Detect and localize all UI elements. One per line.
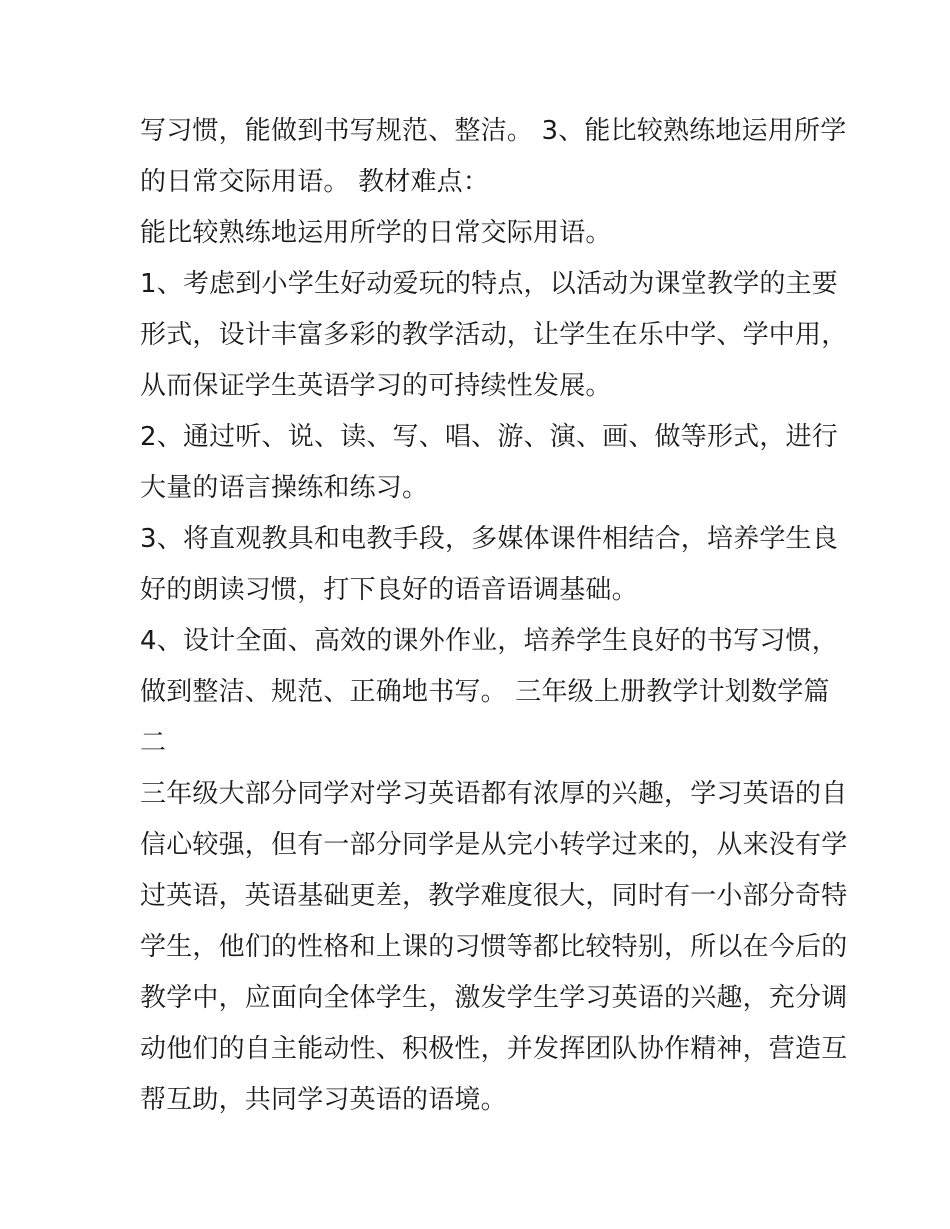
- text-line: 大量的语言操练和练习。: [140, 473, 429, 503]
- text-line: 信心较强，但有一部分同学是从完小转学过来的，从来没有学: [140, 830, 848, 860]
- text-line: 教学中，应面向全体学生，激发学生学习英语的兴趣，充分调: [140, 983, 848, 1013]
- text-line: 1、考虑到小学生好动爱玩的特点，以活动为课堂教学的主要: [140, 269, 838, 299]
- text-line: 4、设计全面、高效的课外作业，培养学生良好的书写习惯，: [140, 626, 838, 656]
- text-line: 动他们的自主能动性、积极性，并发挥团队协作精神，营造互: [140, 1034, 848, 1064]
- text-line: 能比较熟练地运用所学的日常交际用语。: [140, 218, 612, 248]
- text-line: 做到整洁、规范、正确地书写。 三年级上册教学计划数学篇: [140, 677, 830, 707]
- text-line: 学生，他们的性格和上课的习惯等都比较特别，所以在今后的: [140, 932, 848, 962]
- text-line: 形式，设计丰富多彩的教学活动，让学生在乐中学、学中用，: [140, 320, 848, 350]
- text-line: 的日常交际用语。 教材难点：: [140, 167, 490, 197]
- text-line: 二: [140, 728, 167, 758]
- text-line: 帮互助，共同学习英语的语境。: [140, 1085, 507, 1115]
- text-line: 3、将直观教具和电教手段，多媒体课件相结合，培养学生良: [140, 524, 838, 554]
- text-line: 从而保证学生英语学习的可持续性发展。: [140, 371, 612, 401]
- text-line: 好的朗读习惯，打下良好的语音语调基础。: [140, 575, 638, 605]
- text-line: 过英语，英语基础更差，教学难度很大，同时有一小部分奇特: [140, 881, 848, 911]
- text-line: 三年级大部分同学对学习英语都有浓厚的兴趣，学习英语的自: [140, 779, 848, 809]
- text-line: 写习惯，能做到书写规范、整洁。 3、能比较熟练地运用所学: [140, 116, 847, 146]
- body-text: [140, 106, 848, 1126]
- text-line: 2、通过听、说、读、写、唱、游、演、画、做等形式，进行: [140, 422, 838, 452]
